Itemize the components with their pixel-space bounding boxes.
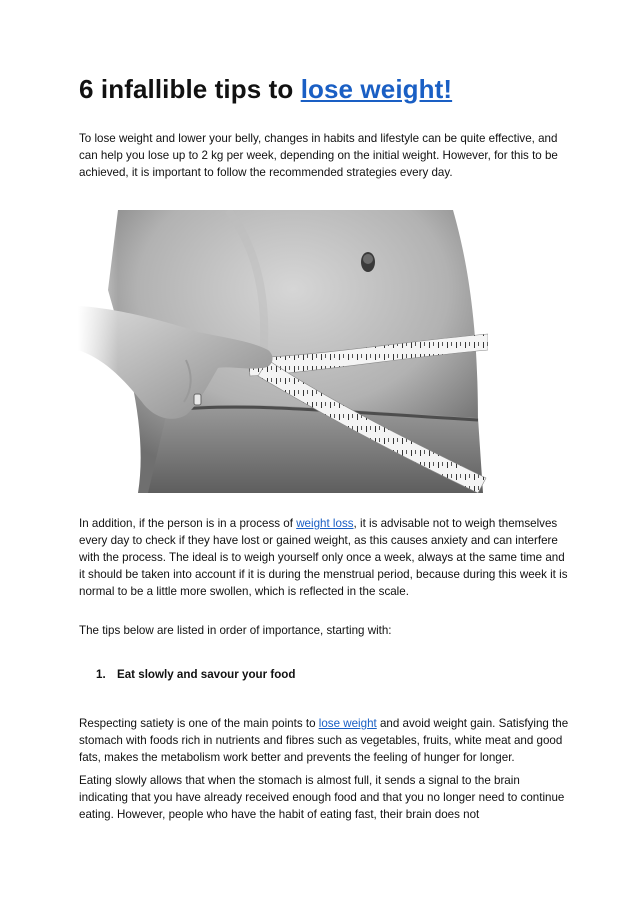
intro-paragraph: To lose weight and lower your belly, changes in habits and lifestyle can be quite effective, and can help you lose up to 2 kg per week, depending on the initial weight. However, for this to be achieved, it is important to follow the recommended strategies every day. [79,132,558,179]
addition-paragraph [79,515,569,600]
satiety-text-after: and avoid weight gain. Satisfying the stomach with foods rich in nutrients and fibres such as vegetables, fruits, white meat and good fats, makes the metabolism work better and prevents the feeling of hunger for longer. [79,717,569,764]
waist-photo-illustration [78,210,488,493]
weight-loss-link[interactable]: weight loss [296,517,354,530]
satiety-text-before: Respecting satiety is one of the main points to [79,717,319,730]
addition-text-after: , it is advisable not to weigh themselves every day to check if they have lost or gained weight, as this causes anxiety and can interfere with the process. The ideal is to weigh yourself only once a week, always at the same time and it should be taken into account if it is during the menstrual period, because during this week it is normal to be a little more swollen, which is reflected in the scale. [79,517,568,598]
tip-1-heading [96,668,295,681]
lose-weight-link[interactable]: lose weight [318,717,377,730]
title-prefix: 6 infallible tips to [79,74,301,104]
page-title [79,74,452,105]
eating-slowly-paragraph: Eating slowly allows that when the stomach is almost full, it sends a signal to the brain indicating that you have already received enough food and that you no longer need to continue eating. However, people who have the habit of eating fast, their brain does not [79,774,565,821]
title-link-lose-weight[interactable]: lose weight! [300,74,453,104]
addition-text-before: In addition, if the person is in a process of [79,517,297,530]
tip-1-label: Eat slowly and savour your food [117,668,296,681]
tip-1-number: 1. [96,668,106,681]
waist-measuring-photo [78,210,488,493]
satiety-paragraph [79,715,569,766]
tips-intro-paragraph: The tips below are listed in order of importance, starting with: [79,624,392,637]
